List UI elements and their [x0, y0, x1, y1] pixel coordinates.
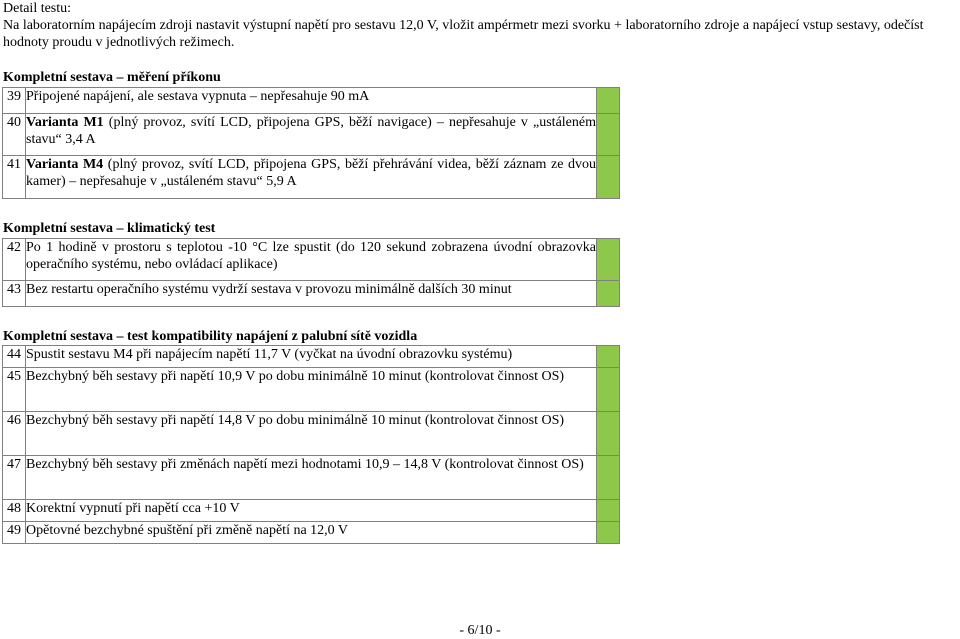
table-row	[3, 456, 620, 500]
pass-indicator	[597, 156, 620, 199]
pass-indicator	[597, 412, 620, 456]
table-row	[3, 281, 620, 307]
pass-indicator	[597, 281, 620, 307]
pass-indicator	[597, 88, 620, 114]
table-row	[3, 412, 620, 456]
row-text: Korektní vypnutí při napětí cca +10 V	[26, 500, 597, 522]
table-row	[3, 522, 620, 544]
pass-indicator	[597, 500, 620, 522]
row-number: 47	[3, 456, 26, 500]
row-text: Po 1 hodině v prostoru s teplotou -10 °C lze spustit (do 120 sekund zobrazena úvodní obrazovka operačního systému, nebo ovládací aplikace)	[26, 239, 597, 281]
row-number: 49	[3, 522, 26, 544]
row-text: Bezchybný běh sestavy při změnách napětí mezi hodnotami 10,9 – 14,8 V (kontrolovat činnost OS)	[26, 456, 597, 500]
table-row	[3, 346, 620, 368]
row-text: Opětovné bezchybné spuštění při změně napětí na 12,0 V	[26, 522, 597, 544]
pass-indicator	[597, 368, 620, 412]
row-number: 45	[3, 368, 26, 412]
row-text: Bez restartu operačního systému vydrží sestava v provozu minimálně dalších 30 minut	[26, 281, 597, 307]
table-row	[3, 500, 620, 522]
section-title-climate: Kompletní sestava – klimatický test	[3, 221, 216, 236]
row-text: Připojené napájení, ale sestava vypnuta – nepřesahuje 90 mA	[26, 88, 597, 114]
pass-indicator	[597, 239, 620, 281]
row-number: 39	[3, 88, 26, 114]
table-row	[3, 239, 620, 281]
variant-label: Varianta M1	[26, 115, 104, 130]
row-text	[26, 114, 597, 156]
climate-test-table	[2, 238, 620, 307]
detail-description: Na laboratorním napájecím zdroji nastavit výstupní napětí pro sestavu 12,0 V, vložit ampérmetr mezi svorku + laboratorního zdroje a napájecí vstup sestavy, odečíst hodnoty proudu v jednotlivých režimech.	[3, 18, 924, 50]
pass-indicator	[597, 346, 620, 368]
row-text: Bezchybný běh sestavy při napětí 10,9 V po dobu minimálně 10 minut (kontrolovat činnost OS)	[26, 368, 597, 412]
power-measurement-table	[2, 87, 620, 199]
pass-indicator	[597, 114, 620, 156]
pass-indicator	[597, 522, 620, 544]
row-number: 44	[3, 346, 26, 368]
page-number: - 6/10 -	[459, 623, 501, 638]
row-number: 46	[3, 412, 26, 456]
row-text: Spustit sestavu M4 při napájecím napětí 11,7 V (vyčkat na úvodní obrazovku systému)	[26, 346, 597, 368]
pass-indicator	[597, 456, 620, 500]
row-text	[26, 156, 597, 199]
section-title-power: Kompletní sestava – měření příkonu	[3, 70, 221, 85]
table-row	[3, 114, 620, 156]
row-number: 48	[3, 500, 26, 522]
row-number: 42	[3, 239, 26, 281]
section-title-compatibility: Kompletní sestava – test kompatibility napájení z palubní sítě vozidla	[3, 329, 418, 344]
table-row	[3, 156, 620, 199]
row-text: Bezchybný běh sestavy při napětí 14,8 V po dobu minimálně 10 minut (kontrolovat činnost OS)	[26, 412, 597, 456]
row-number: 41	[3, 156, 26, 199]
compatibility-test-table	[2, 345, 620, 544]
variant-description: (plný provoz, svítí LCD, připojena GPS, běží přehrávání videa, běží záznam ze dvou kamer) – nepřesahuje v „ustáleném stavu“ 5,9 A	[26, 157, 596, 189]
row-number: 43	[3, 281, 26, 307]
table-row	[3, 88, 620, 114]
variant-label: Varianta M4	[26, 157, 104, 172]
table-row	[3, 368, 620, 412]
detail-label: Detail testu:	[3, 1, 72, 16]
row-number: 40	[3, 114, 26, 156]
variant-description: (plný provoz, svítí LCD, připojena GPS, běží navigace) – nepřesahuje v „ustáleném stavu“ 3,4 A	[26, 115, 596, 147]
